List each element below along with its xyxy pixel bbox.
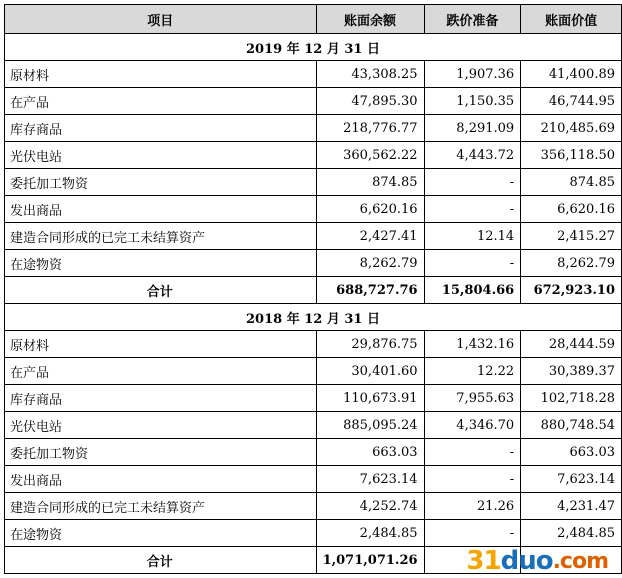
book-value: 46,744.95 [521,88,622,115]
book-balance: 7,623.14 [316,466,424,493]
book-balance: 110,673.91 [316,385,424,412]
book-balance: 885,095.24 [316,412,424,439]
book-value: 210,485.69 [521,115,622,142]
impairment-provision: 7,955.63 [424,385,521,412]
table-row [5,412,622,439]
impairment-provision: 1,907.36 [424,61,521,88]
impairment-provision: - [424,466,521,493]
item-name: 委托加工物资 [5,169,317,196]
total-label: 合计 [5,277,317,304]
item-name: 在产品 [5,358,317,385]
book-value: 880,748.54 [521,412,622,439]
table-row [5,385,622,412]
book-balance: 874.85 [316,169,424,196]
book-value: 874.85 [521,169,622,196]
total-label: 合计 [5,547,317,574]
watermark-digits: 31 [466,546,501,576]
impairment-provision: - [424,196,521,223]
table-body [5,34,622,574]
book-value: 2,484.85 [521,520,622,547]
table-row [5,466,622,493]
book-balance: 8,262.79 [316,250,424,277]
total-provision: 15,804.66 [424,277,521,304]
item-name: 光伏电站 [5,142,317,169]
book-value: 102,718.28 [521,385,622,412]
item-name: 发出商品 [5,196,317,223]
impairment-provision: - [424,250,521,277]
item-name: 原材料 [5,331,317,358]
table-row [5,223,622,250]
total-value: 672,923.10 [521,277,622,304]
book-balance: 47,895.30 [316,88,424,115]
section-date-row [5,304,622,331]
header-item: 项目 [5,5,317,34]
book-value: 8,262.79 [521,250,622,277]
impairment-provision: 21.26 [424,493,521,520]
item-name: 原材料 [5,61,317,88]
table-header-row [5,5,622,34]
table-row [5,439,622,466]
impairment-provision: - [424,439,521,466]
item-name: 光伏电站 [5,412,317,439]
item-name: 在途物资 [5,250,317,277]
book-balance: 29,876.75 [316,331,424,358]
table-row [5,196,622,223]
table-row [5,169,622,196]
total-balance: 1,071,071.26 [316,547,424,574]
table-row [5,520,622,547]
book-balance: 218,776.77 [316,115,424,142]
site-watermark [466,546,608,576]
table-row [5,88,622,115]
impairment-provision: - [424,520,521,547]
impairment-provision: 4,443.72 [424,142,521,169]
item-name: 在产品 [5,88,317,115]
book-value: 6,620.16 [521,196,622,223]
table-row [5,493,622,520]
item-name: 在途物资 [5,520,317,547]
item-name: 建造合同形成的已完工未结算资产 [5,223,317,250]
table-row [5,331,622,358]
book-value: 7,623.14 [521,466,622,493]
book-balance: 2,484.85 [316,520,424,547]
section-date: 2018 年 12 月 31 日 [5,304,622,331]
section-date-row [5,34,622,61]
watermark-word: duo [500,546,553,576]
item-name: 发出商品 [5,466,317,493]
item-name: 建造合同形成的已完工未结算资产 [5,493,317,520]
item-name: 库存商品 [5,115,317,142]
book-value: 41,400.89 [521,61,622,88]
total-balance: 688,727.76 [316,277,424,304]
header-provision: 跌价准备 [424,5,521,34]
section-date: 2019 年 12 月 31 日 [5,34,622,61]
impairment-provision: 1,150.35 [424,88,521,115]
impairment-provision: - [424,169,521,196]
book-value: 28,444.59 [521,331,622,358]
item-name: 库存商品 [5,385,317,412]
inventory-table [4,4,622,574]
book-balance: 663.03 [316,439,424,466]
impairment-provision: 4,346.70 [424,412,521,439]
book-balance: 30,401.60 [316,358,424,385]
book-value: 4,231.47 [521,493,622,520]
impairment-provision: 12.14 [424,223,521,250]
book-value: 2,415.27 [521,223,622,250]
watermark-tail: .com [552,548,608,574]
book-value: 356,118.50 [521,142,622,169]
table-row [5,61,622,88]
header-value: 账面价值 [521,5,622,34]
book-value: 663.03 [521,439,622,466]
impairment-provision: 1,432.16 [424,331,521,358]
header-balance: 账面余额 [316,5,424,34]
item-name: 委托加工物资 [5,439,317,466]
total-row [5,277,622,304]
impairment-provision: 8,291.09 [424,115,521,142]
table-row [5,250,622,277]
table-row [5,142,622,169]
table-row [5,358,622,385]
table-row [5,115,622,142]
book-balance: 360,562.22 [316,142,424,169]
impairment-provision: 12.22 [424,358,521,385]
book-balance: 6,620.16 [316,196,424,223]
book-balance: 43,308.25 [316,61,424,88]
book-value: 30,389.37 [521,358,622,385]
book-balance: 2,427.41 [316,223,424,250]
book-balance: 4,252.74 [316,493,424,520]
